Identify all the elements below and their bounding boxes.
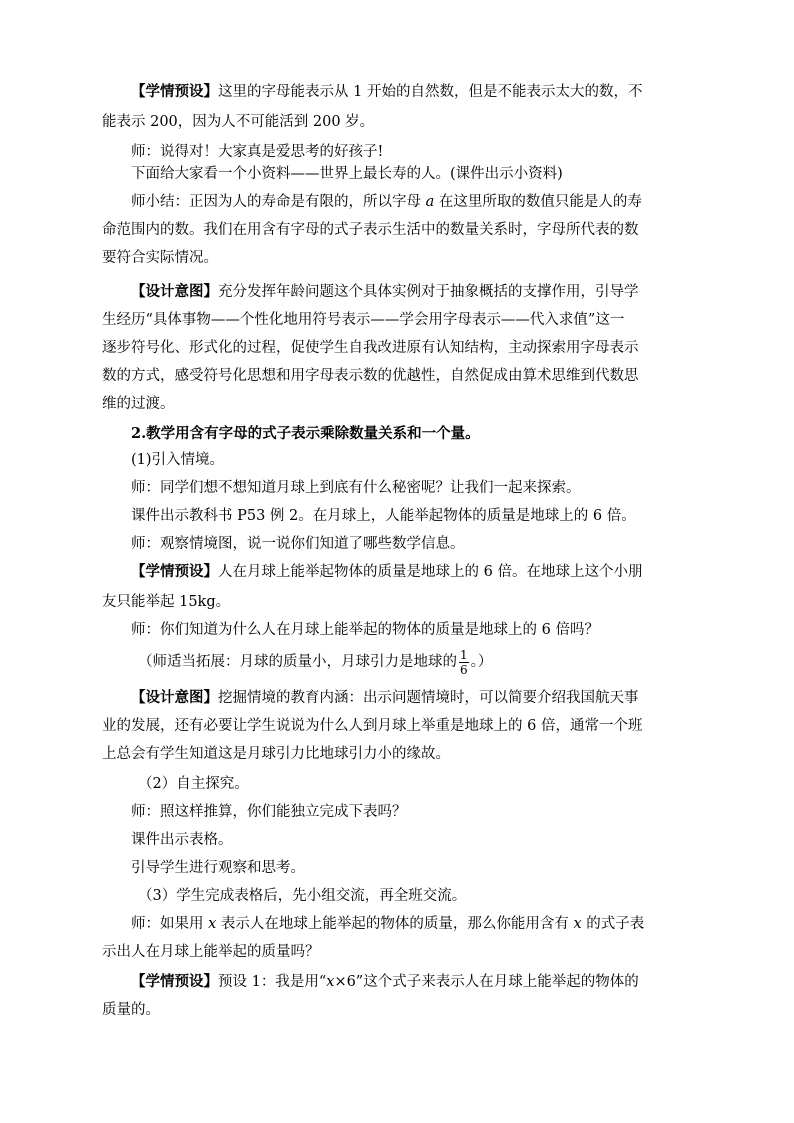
paragraph-line: 维的过渡。 <box>102 396 175 412</box>
paragraph-teacher-praise: 师：说得对！大家真是爱思考的好孩子! <box>131 144 384 160</box>
paragraph-courseware-table: 课件出示表格。 <box>131 832 233 848</box>
paragraph-teacher-observe: 师：观察情境图，说一说你们知道了哪些数学信息。 <box>131 536 465 552</box>
paragraph-line: 质量的。 <box>102 1002 160 1018</box>
paragraph-teacher-formula: 师：如果用 x 表示人在地球上能举起的物体的质量，那么你能用含有 x 的式子表 <box>131 916 645 932</box>
paragraph-teacher-extend: （师适当拓展：月球的质量小，月球引力是地球的 $\frac{1}{6}$ 。） <box>138 647 493 677</box>
paragraph-step-3: （3）学生完成表格后，先小组交流，再全班交流。 <box>138 888 467 904</box>
paragraph-line: 命范围内的数。我们在用含有字母的式子表示生活中的数量关系时，字母所代表的数 <box>102 222 639 238</box>
paragraph-student-preset-3: 【学情预设】预设 1：我是用“x×6”这个式子来表示人在月球上能举起的物体的 <box>131 973 639 990</box>
paragraph-line: 示出人在月球上能举起的质量吗？ <box>102 944 320 960</box>
paragraph-courseware: 课件出示教科书 P53 例 2。在月球上，人能举起物体的质量是地球上的 6 倍。 <box>131 508 636 524</box>
tag-student-preset: 【学情预设】 <box>131 563 218 580</box>
paragraph-teacher-question: 师：同学们想不想知道月球上到底有什么秘密呢？让我们一起来探索。 <box>131 480 581 496</box>
paragraph-student-preset-2: 【学情预设】人在月球上能举起物体的质量是地球上的 6 倍。在地球上这个小朋 <box>131 563 643 580</box>
paragraph-teacher-table: 师：照这样推算，你们能独立完成下表吗？ <box>131 804 407 820</box>
paragraph-line: 上总会有学生知道这是月球引力比地球引力小的缘故。 <box>102 746 450 762</box>
section-heading: 2.教学用含有字母的式子表示乘除数量关系和一个量。 <box>131 425 480 442</box>
paragraph-line: 数的方式，感受符号化思想和用字母表示数的优越性，自然促成由算术思维到代数思 <box>102 368 639 384</box>
tag-student-preset: 【学情预设】 <box>131 83 218 100</box>
paragraph-step-2: （2）自主探究。 <box>138 776 249 792</box>
paragraph-teacher-summary: 师小结：正因为人的寿命是有限的，所以字母 a 在这里所取的数值只能是人的寿 <box>131 194 642 210</box>
paragraph-line: 友只能举起 15kg。 <box>102 594 231 610</box>
paragraph-design-intent-1: 【设计意图】充分发挥年龄问题这个具体实例对于抽象概括的支撑作用，引导学 <box>131 283 639 300</box>
paragraph-line: 生经历“具体事物——个性化地用符号表示——学会用字母表示——代入求值”这一 <box>102 312 625 328</box>
fraction-one-sixth: $\frac{1}{6}$ <box>460 647 468 677</box>
paragraph-step-1: (1)引入情境。 <box>131 452 225 468</box>
paragraph-line: 业的发展，还有必要让学生说说为什么人到月球上举重是地球上的 6 倍，通常一个班 <box>102 718 643 734</box>
paragraph-line: 逐步符号化、形式化的过程，促使学生自我改进原有认知结构，主动探索用字母表示 <box>102 340 639 356</box>
paragraph-student-preset-1: 【学情预设】这里的字母能表示从 1 开始的自然数，但是不能表示太大的数，不 <box>131 83 643 100</box>
paragraph-line: 能表示 200，因为人不可能活到 200 岁。 <box>102 114 375 130</box>
paragraph-teacher-why: 师：你们知道为什么人在月球上能举起的物体的质量是地球上的 6 倍吗？ <box>131 622 599 638</box>
tag-design-intent: 【设计意图】 <box>131 283 218 300</box>
paragraph-line: 要符合实际情况。 <box>102 250 218 266</box>
paragraph-design-intent-2: 【设计意图】挖掘情境的教育内涵：出示问题情境时，可以简要介绍我国航天事 <box>131 689 639 706</box>
paragraph-guide: 引导学生进行观察和思考。 <box>131 860 305 876</box>
paragraph-material: 下面给大家看一个小资料——世界上最长寿的人。(课件出示小资料) <box>131 166 563 182</box>
tag-student-preset: 【学情预设】 <box>131 973 218 990</box>
tag-design-intent: 【设计意图】 <box>131 689 218 706</box>
